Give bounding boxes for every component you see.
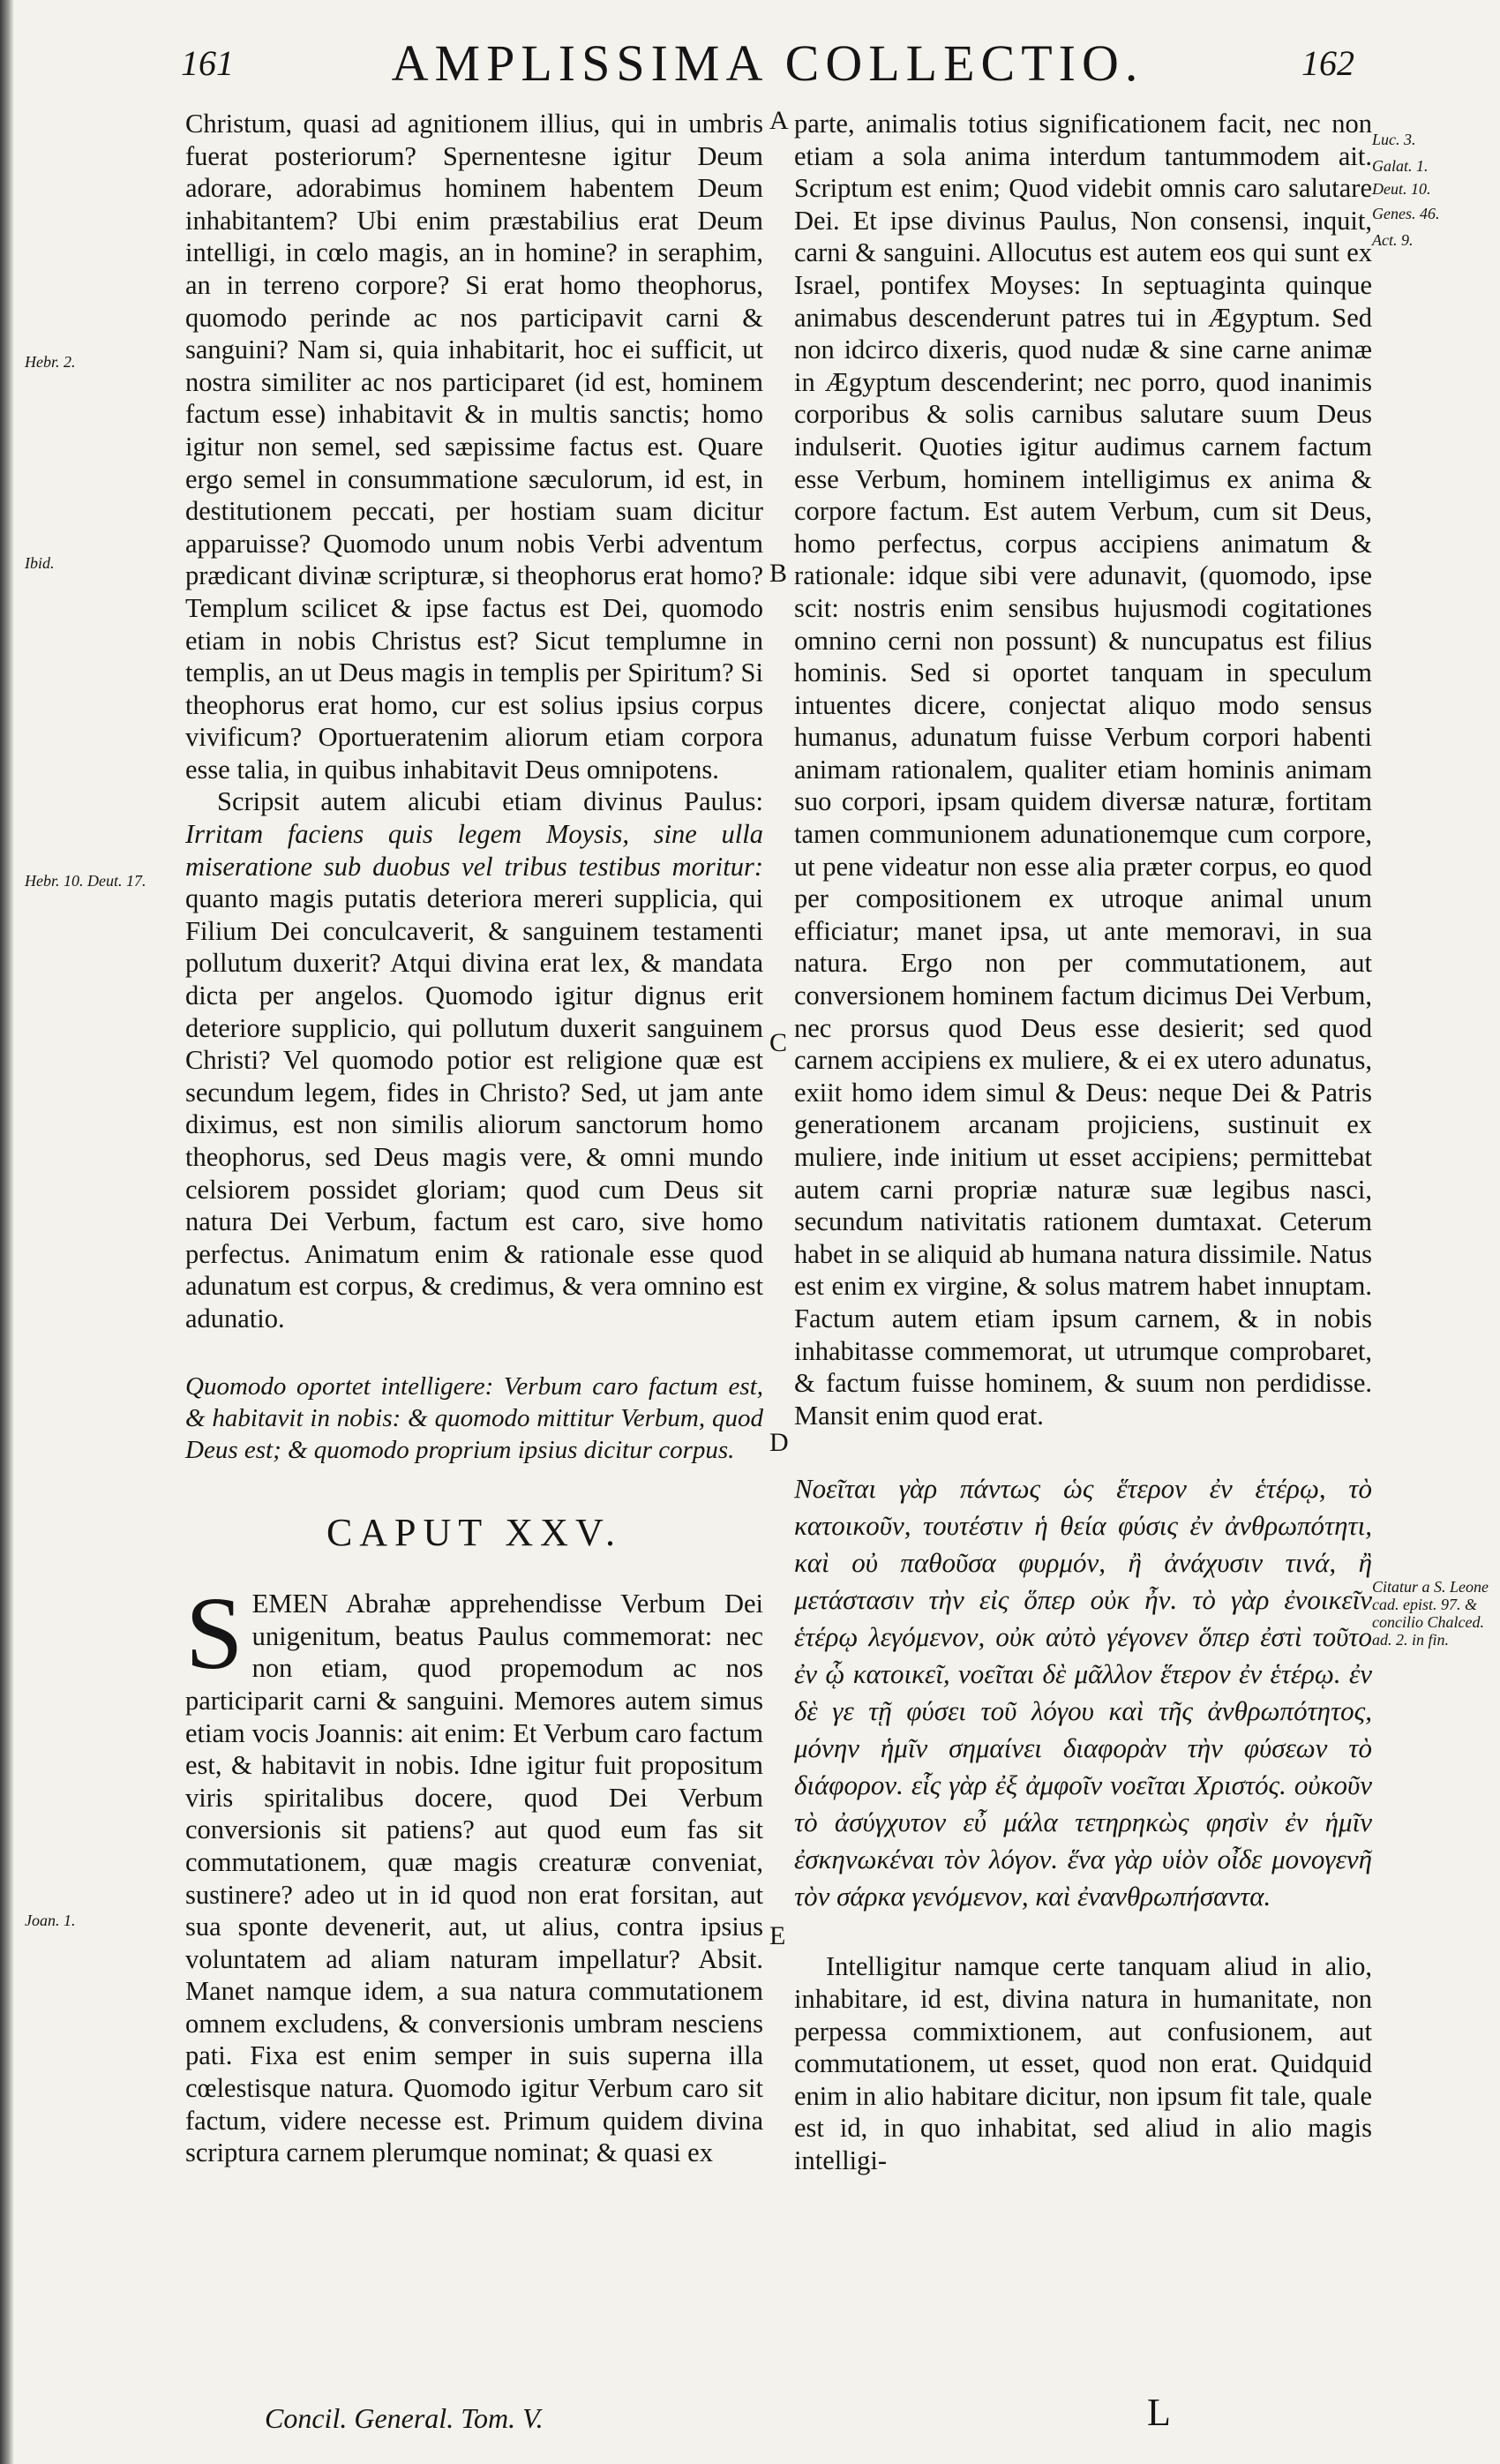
left-paragraph-1: Christum, quasi ad agnitionem illius, qui in umbris fuerat posteriorum? Spernentesne igitur Deum adorare, adorabimus hominem habentem Deum inhabitantem? Ubi enim præstabilius erat Deum intelligi, in cœlo magis, an in homine? in seraphim, an in terreno corpore? Si erat homo theophorus, quomodo perinde ac nos participavit carni & sanguini? Nam si, quia inhabitarit, hoc ei sufficit, ut nostra similiter ac nos participaret (id est, hominem factum esse) inhabitavit & in multis sanctis; homo igitur non semel, sed sæpissime factus est. Quare ergo semel in consummatione sæculorum, id est, in destitutionem peccati, per hostiam suam dicitur apparuisse? Quomodo unum nobis Verbi adventum prædicant divinæ scripturæ, si theophorus erat homo? Templum scilicet & ipse factus est Dei, quomodo etiam in nobis Christus est? Sicut templumne in templis, an ut Deus magis in templis per Spiritum? Si theophorus erat homo, cur est solius ipsius corpus vivificum? Oportueratenim aliorum etiam corpora esse talia, in quibus inhabitavit Deus omnipotens.: [185, 109, 763, 785]
chapter-summary: Quomodo oportet intelligere: Verbum caro factum est, & habitavit in nobis: & quomodo mittitur Verbum, quod Deus est; & quomodo proprium ipsius dicitur corpus.: [185, 1371, 763, 1464]
left-column: [185, 108, 763, 2169]
footer-volume-line: Concil. General. Tom. V.: [265, 2402, 544, 2434]
margin-note-left-4: Joan. 1.: [25, 1912, 76, 1929]
section-mark-e: E: [769, 1921, 786, 1950]
page-number-right: 162: [1301, 43, 1354, 83]
margin-note-right-3: Deut. 10.: [1372, 180, 1431, 198]
margin-note-left-2: Ibid.: [25, 554, 55, 572]
margin-note-left-1: Hebr. 2.: [25, 353, 76, 371]
scripture-quotation: Irritam faciens quis legem Moysis, sine ulla miseratione sub duobus vel tribus testibus moritur:: [185, 819, 763, 882]
right-column: [794, 108, 1372, 2177]
left-paragraph-2-rest: quanto magis putatis deteriora mereri supplicia, qui Filium Dei conculcaverit, & sanguinem testamenti pollutum duxerit? Atqui divina erat lex, & mandata dicta per angelos. Quomodo igitur dignus erit deteriore supplicio, qui pollutum duxerit sanguinem Christi? Vel quomodo potior est religione quæ est secundum legem, fides in Christo? Sed, ut jam ante diximus, est non similis aliorum sanctorum homo theophorus, sed Deus magis vere, & omni mundo celsiorem possidet gloriam; quod cum Deus sit natura Dei Verbum, factum est caro, sive homo perfectus. Animatum enim & rationale esse quod adunatum est corpus, & credimus, & vera omnino est adunatio.: [185, 883, 763, 1333]
section-mark-d: D: [769, 1428, 789, 1457]
drop-capital: S: [185, 1575, 244, 1692]
right-paragraph-1: parte, animalis totius significationem facit, nec non etiam a sola anima interdum tantummodem ait. Scriptum est enim; Quod videbit omnis caro salutare Dei. Et ipse divinus Paulus, Non consensi, inquit, carni & sanguini. Allocutus est autem eos qui sunt ex Israel, pontifex Moyses: In septuaginta quinque animabus descenderunt patres tui in Ægyptum. Sed non idcirco dixeris, quod nudæ & sine carne animæ in Ægyptum descenderint; nec porro, quod inanimis corporibus & solis carnibus salutare suum Deus indulserit. Quoties igitur audimus carnem factum esse Verbum, hominem intelligimus ex anima & corpore factum. Est autem Verbum, cum sit Deus, homo perfectus, corpus accipiens animatum & rationale: idque sibi vere adunavit, (quomodo, ipse scit: nostris enim sensibus hujusmodi cogitationes omnino cerni non possunt) & nuncupatus est filius hominis. Sed si oportet tanquam in speculum intuentes dicere, conjectat aliquo modo sensus humanus, adunatum fuisse Verbum corpori habenti animam rationalem, qualiter etiam hominis animam suo corpori, ipsam quidem diversæ naturæ, fortitam tamen communionem adunationemque cum corpore, ut pene videatur non esse alia præter corpus, eo quod per compositionem ex utroque animal unum efficiatur; manet ipsa, ut ante memoravi, in sua natura. Ergo non per commutationem, aut conversionem hominem factum dicimus Dei Verbum, nec prorsus quod Deus esse desierit; sed quod carnem accipiens ex muliere, & ei ex utero adunatus, exiit homo idem simul & Deus: neque Dei & Patris generationem arcanam projiciens, sustinuit ex muliere, inde initium ut esset accipiens; permittebat autem carni propriæ naturæ suæ legibus nasci, secundum nativitatis rationem dumtaxat. Ceterum habet in se aliquid ab humana natura dissimile. Natus est enim ex virgine, & solus matrem habet innuptam. Factum autem etiam ipsum carnem, & in nobis inhabitasse commemorat, ut utrumque comprobaret, & factum fuisse hominem, & suum non perdidisse. Mansit enim quod erat.: [794, 109, 1372, 1431]
book-binding-edge: [0, 0, 14, 2464]
section-mark-b: B: [769, 559, 788, 588]
spacer: [185, 1335, 763, 1371]
section-mark-c: C: [769, 1028, 788, 1057]
page-number-left: 161: [181, 43, 234, 83]
running-header: [181, 34, 1354, 104]
margin-note-right-2: Galat. 1.: [1372, 157, 1429, 175]
margin-note-right-5: Act. 9.: [1372, 231, 1414, 249]
margin-note-right-1: Luc. 3.: [1372, 131, 1416, 148]
chapter-heading: CAPUT XXV.: [326, 1510, 623, 1554]
section-mark-a: A: [769, 106, 789, 135]
left-paragraph-3-text: EMEN Abrahæ apprehendisse Verbum Dei unigenitum, beatus Paulus commemorat: nec non etiam, quod propemodum ac nos participarit carni & sanguini. Memores autem simus etiam vocis Joannis: ait enim: Et Verbum caro factum est, & habitavit in nobis. Idne igitur fuit propositum viris spiritalibus docere, quod Dei Verbum conversionis sit patiens? aut quod eum fas sit commutationem, quæ magis creaturæ conveniat, sustinere? adeo ut in id quod non erat forsitan, aut sua sponte devenerit, aut, ut alius, contra ipsius voluntatem ad aliam naturam impellatur? Absit. Manet namque idem, a sua natura commutationem omnem excludens, & conversionis umbram nesciens pati. Fixa est enim semper in suis superna illa cœlestisque natura. Quomodo igitur Verbum caro sit factum, videre necesse est. Primum quidem divina scriptura carnem plerumque nominat; & quasi ex: [185, 1589, 763, 2168]
left-paragraph-2-start: Scripsit autem alicubi etiam divinus Paulus:: [217, 786, 763, 817]
margin-note-right-4: Genes. 46.: [1372, 205, 1440, 222]
greek-passage: Νοεῖται γὰρ πάντως ὡς ἕτερον ἐν ἑτέρῳ, τὸ κατοικοῦν, τουτέστιν ἡ θεία φύσις ἐν ἀνθρωπότητι, καὶ οὐ παθοῦσα φυρμόν, ἢ ἀνάχυσιν τινά, ἢ μετάστασιν τὴν εἰς ὅπερ οὐκ ἦν. τὸ γὰρ ἐνοικεῖν ἑτέρῳ λεγόμενον, οὐκ αὐτὸ γέγονεν ὅπερ ἐστὶ τοῦτο ἐν ᾧ κατοικεῖ, νοεῖται δὲ μᾶλλον ἕτερον ἐν ἑτέρῳ. ἐν δὲ γε τῇ φύσει τοῦ λόγου καὶ τῆς ἀνθρωπότητος, μόνην ἡμῖν σημαίνει διαφορὰν τὴν φύσεων τὸ διάφορον. εἷς γὰρ ἐξ ἀμφοῖν νοεῖται Χριστός. οὐκοῦν τὸ ἀσύγχυτον εὖ μάλα τετηρηκὼς φησὶν ἐν ἡμῖν ἐσκηνωκέναι τὸν λόγον. ἕνα γὰρ υἱὸν οἶδε μονογενῆ τὸν σάρκα γενόμενον, καὶ ἐνανθρωπήσαντα.: [794, 1473, 1372, 1912]
right-paragraph-2: Intelligitur namque certe tanquam aliud in alio, inhabitare, id est, divina natura in humanitate, non perpessa commixtionem, aut confusionem, aut commutationem, ut esset, quod non erat. Quidquid enim in alio habitare dicitur, non ipsum fit tale, quale est id, in quo inhabitat, sed aliud in alio magis intelligi-: [794, 1951, 1372, 2175]
signature-mark: L: [1147, 2391, 1171, 2434]
margin-note-left-3: Hebr. 10. Deut. 17.: [25, 872, 146, 890]
margin-note-right-6: Citatur a S. Leone cad. epist. 97. & concilio Chalced. ad. 2. in fin.: [1372, 1578, 1489, 1649]
left-paragraph-2: [185, 785, 763, 1334]
left-paragraph-3: [185, 1575, 763, 2169]
running-title: AMPLISSIMA COLLECTIO.: [391, 34, 1144, 92]
